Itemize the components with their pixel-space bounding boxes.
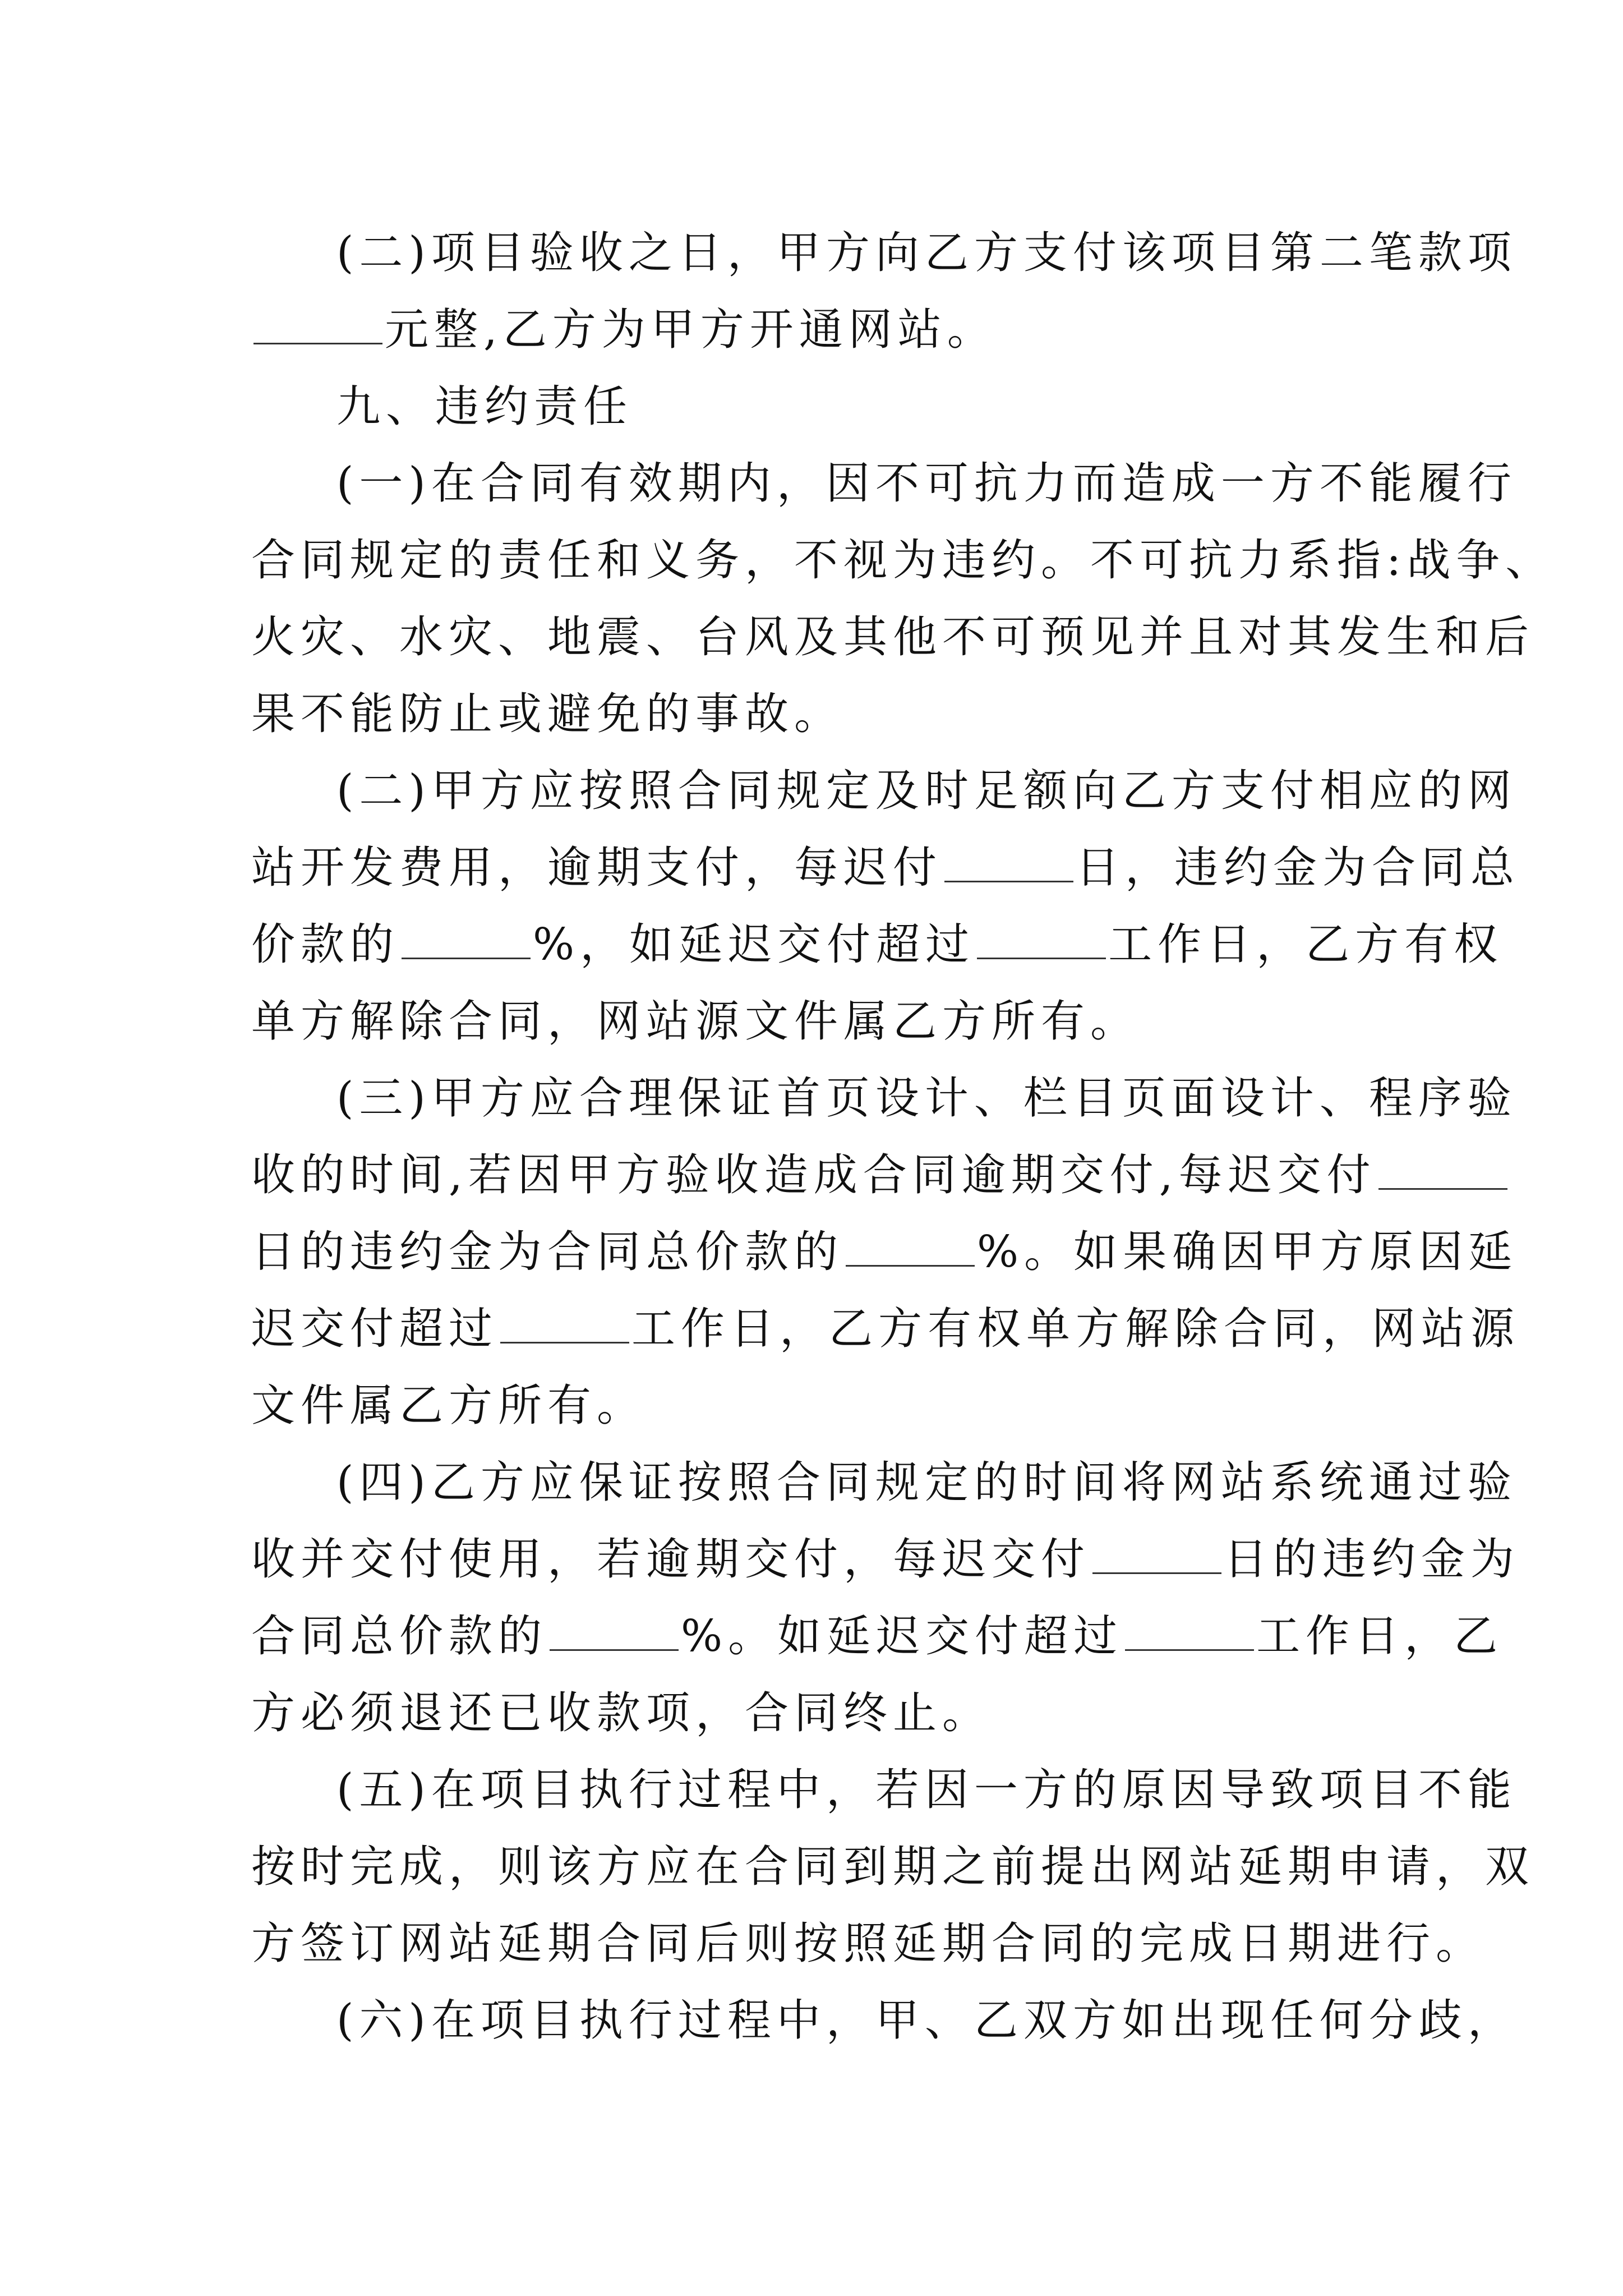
fill-in-blank[interactable] — [1378, 1149, 1507, 1190]
text-segment: 收的时间,若因甲方验收造成合同逾期交付,每迟交付 — [251, 1150, 1376, 1200]
text-segment: 日的违约金为 — [1224, 1534, 1520, 1585]
fill-in-blank[interactable] — [253, 303, 382, 344]
paragraph-line — [251, 1832, 1535, 1910]
paragraph-line — [251, 1140, 1384, 1218]
text-segment: 九、违约责任 — [336, 381, 633, 432]
paragraph-line — [336, 1755, 1517, 1833]
text-segment: (六)在项目执行过程中，甲、乙双方如出现任何分歧， — [336, 1995, 1517, 2046]
fill-in-blank[interactable] — [1092, 1533, 1221, 1574]
text-segment: %，如延迟交付超过 — [533, 919, 975, 970]
fill-in-blank[interactable] — [402, 918, 531, 959]
text-segment: %。如果确因甲方原因延 — [977, 1227, 1518, 1277]
text-segment: 火灾、水灾、地震、台风及其他不可预见并且对其发生和后 — [251, 612, 1535, 662]
section-heading — [336, 371, 1384, 450]
text-segment: 站开发费用，逾期支付，每迟付 — [251, 843, 943, 893]
text-segment: 方必须退还已收款项，合同终止。 — [251, 1688, 992, 1738]
text-segment: 文件属乙方所有。 — [251, 1381, 647, 1431]
text-segment: 工作日，乙方有权单方解除合同，网站源 — [631, 1304, 1520, 1354]
paragraph-line — [251, 909, 1504, 988]
text-segment: 日的违约金为合同总价款的 — [251, 1227, 844, 1277]
text-segment: (五)在项目执行过程中，若因一方的原因导致项目不能 — [336, 1765, 1517, 1815]
text-segment: 合同规定的责任和义务，不视为违约。不可抗力系指:战争、 — [251, 535, 1555, 586]
fill-in-blank[interactable] — [977, 918, 1106, 959]
text-segment: 工作日，乙 — [1256, 1611, 1504, 1662]
paragraph-line — [251, 295, 1384, 373]
paragraph-line — [251, 1908, 1486, 1987]
text-segment: %。如延迟交付超过 — [681, 1611, 1123, 1662]
paragraph-line — [251, 986, 1384, 1065]
fill-in-blank[interactable] — [1125, 1610, 1254, 1651]
fill-in-blank[interactable] — [500, 1303, 629, 1343]
paragraph-line — [336, 218, 1517, 296]
paragraph-line — [251, 1217, 1518, 1295]
paragraph-line — [251, 525, 1555, 604]
text-segment: (二)项目验收之日，甲方向乙方支付该项目第二笔款项 — [336, 228, 1517, 278]
paragraph-line — [336, 448, 1517, 527]
paragraph-line — [251, 602, 1535, 680]
text-segment: (二)甲方应按照合同规定及时足额向乙方支付相应的网 — [336, 766, 1517, 816]
text-segment: 单方解除合同，网站源文件属乙方所有。 — [251, 996, 1140, 1047]
text-segment: (三)甲方应合理保证首页设计、栏目页面设计、程序验 — [336, 1073, 1517, 1124]
fill-in-blank[interactable] — [846, 1226, 975, 1267]
paragraph-line — [251, 1601, 1504, 1680]
fill-in-blank[interactable] — [944, 841, 1073, 882]
text-segment: 收并交付使用，若逾期交付，每迟交付 — [251, 1534, 1091, 1585]
text-segment: 按时完成，则该方应在合同到期之前提出网站延期申请，双 — [251, 1842, 1535, 1892]
text-segment: 方签订网站延期合同后则按照延期合同的完成日期进行。 — [251, 1918, 1486, 1969]
paragraph-line — [251, 679, 1384, 757]
paragraph-line — [336, 1447, 1517, 1526]
text-segment: 元整,乙方为甲方开通网站。 — [385, 305, 997, 355]
paragraph-line — [336, 756, 1517, 834]
fill-in-blank[interactable] — [550, 1610, 679, 1651]
text-segment: 合同总价款的 — [251, 1611, 548, 1662]
text-segment: (四)乙方应保证按照合同规定的时间将网站系统通过验 — [336, 1457, 1517, 1508]
text-segment: 迟交付超过 — [251, 1304, 499, 1354]
text-segment: 价款的 — [251, 919, 400, 970]
paragraph-line — [251, 832, 1520, 911]
paragraph-line — [251, 1294, 1520, 1372]
paragraph-line — [336, 1985, 1517, 2064]
text-segment: 日，违约金为合同总 — [1076, 843, 1520, 893]
text-segment: 果不能防止或避免的事故。 — [251, 689, 844, 739]
text-segment: (一)在合同有效期内，因不可抗力而造成一方不能履行 — [336, 458, 1517, 509]
paragraph-line — [336, 1063, 1517, 1142]
paragraph-line — [251, 1370, 1384, 1449]
paragraph-line — [251, 1524, 1520, 1603]
paragraph-line — [251, 1678, 1384, 1756]
text-segment: 工作日，乙方有权 — [1108, 919, 1504, 970]
